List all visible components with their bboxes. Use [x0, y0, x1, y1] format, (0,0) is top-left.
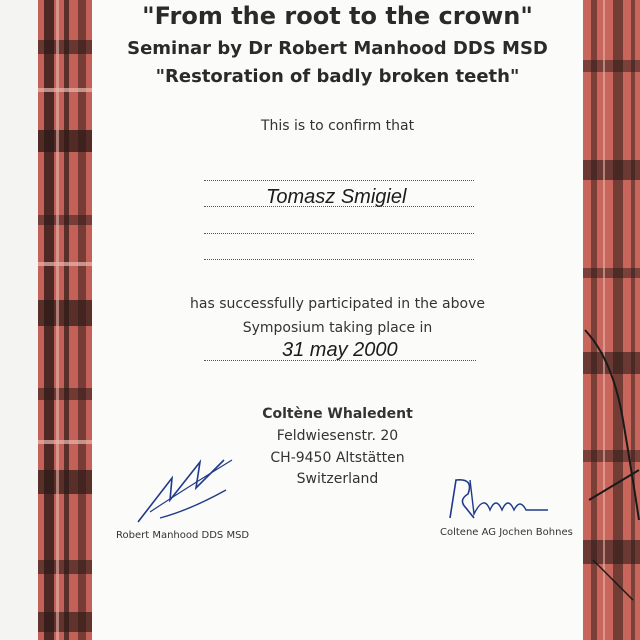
certificate-title: "From the root to the crown" — [142, 2, 533, 30]
decorative-border-left — [38, 0, 92, 640]
participant-name: Tomasz Smigiel — [266, 186, 407, 208]
right-signature-label: Coltene AG Jochen Bohnes — [440, 527, 573, 538]
organizer-country: Switzerland — [296, 471, 379, 487]
left-signature-label: Robert Manhood DDS MSD — [116, 530, 250, 541]
organizer-city: CH-9450 Altstätten — [270, 450, 405, 466]
seminar-subtitle: "Restoration of badly broken teeth" — [155, 66, 520, 87]
dotted-line — [204, 180, 474, 181]
organizer-street: Feldwiesenstr. 20 — [276, 428, 399, 444]
confirm-text: This is to confirm that — [260, 118, 415, 134]
decorative-border-right — [583, 0, 640, 640]
event-date: 31 may 2000 — [282, 339, 398, 361]
organizer-name: Coltène Whaledent — [262, 406, 413, 422]
symposium-text: Symposium taking place in — [242, 320, 433, 336]
dotted-line — [204, 233, 474, 234]
seminar-title: Seminar by Dr Robert Manhood DDS MSD — [127, 38, 548, 59]
left-signature — [130, 452, 240, 527]
participation-text: has successfully participated in the above — [190, 296, 485, 312]
right-signature — [444, 474, 554, 524]
dotted-line — [204, 259, 474, 260]
